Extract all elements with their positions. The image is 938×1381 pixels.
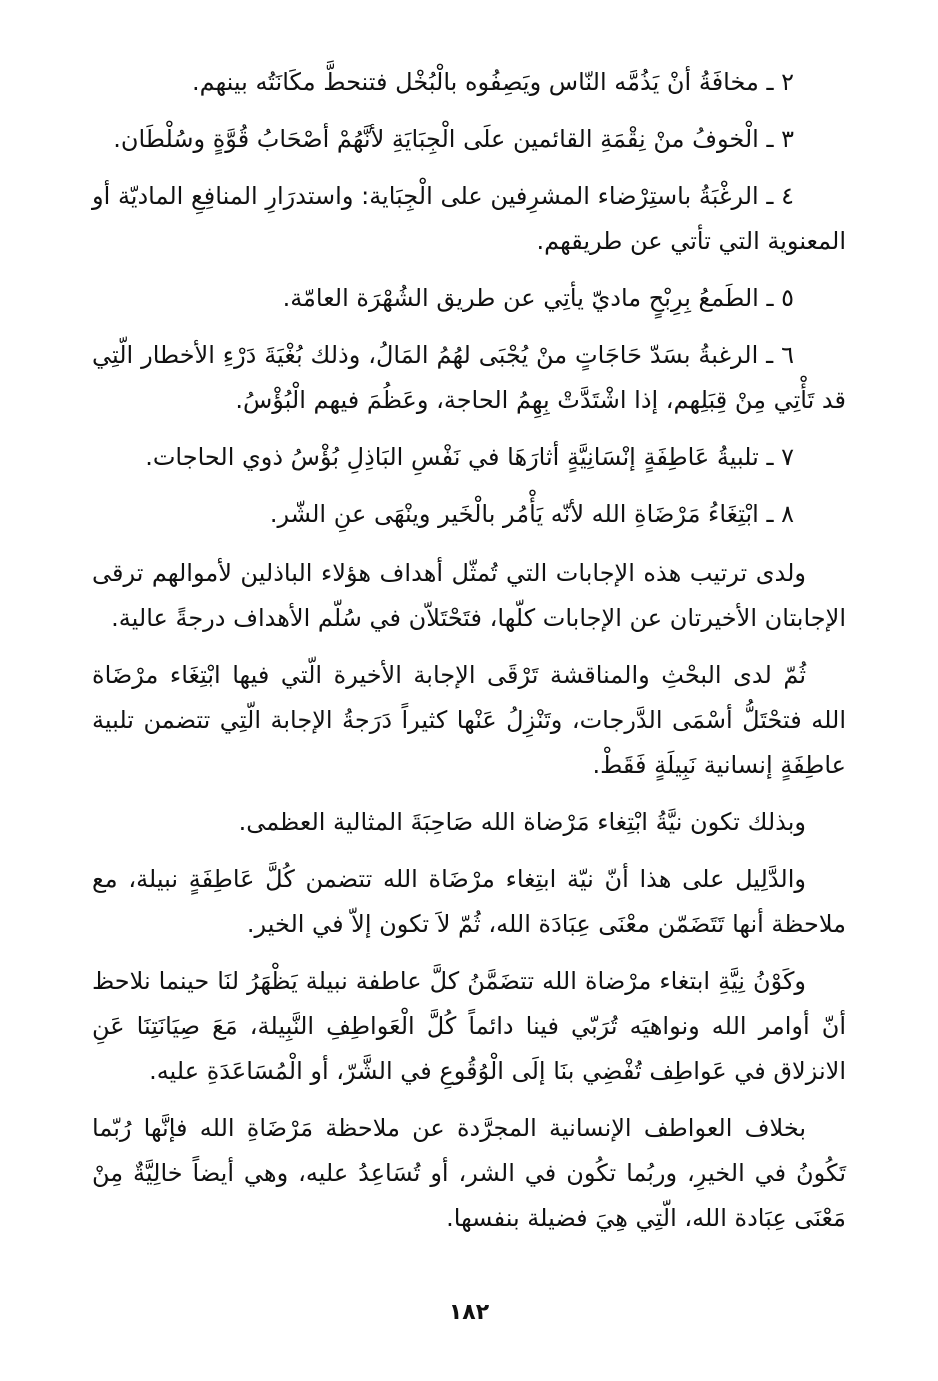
list-item: ٨ ـ ابْتِغَاءُ مَرْضَاةِ الله لأنّه يَأْمُر بالْخَير وينْهَى عنِ الشّر. — [269, 500, 794, 528]
list-item: ٤ ـ الرغْبَةُ باستِرْضاء المشرِفين على الْجِبَاية: واستدرَارِ المنافِعِ الماديّة أو المعنوية التي تأتي عن طريقهم. — [92, 182, 846, 255]
page-body — [92, 60, 846, 1241]
list-item: ٥ ـ الطَمعُ بِرِبْحٍ ماديّ يأتِي عن طريق الشُهْرَة العامّة. — [282, 284, 794, 312]
list-item: ٣ ـ الْخوفُ منْ نِقْمَةِ القائمين علَى الْجِبَايَةِ لأنَّهُمْ أصْحَابُ قُوَّةٍ وسُلْطَان. — [113, 125, 794, 153]
paragraph: ولدى ترتيب هذه الإجابات التي تُمثّل أهداف هؤلاء الباذلين لأموالهم ترقى الإجابتان الأخيرتان عن الإجابات كلّها، فتَحْتَلاّن في سُلّم الأهداف درجةً عالية. — [92, 559, 846, 632]
paragraph: والدَّلِيل على هذا أنّ نيّة ابتِغاء مرْضَاة الله تتضمن كُلَّ عَاطِفَةٍ نبيلة، مع ملاحظة أنها تَتَضَمّن معْنَى عِبَادَة الله، ثُمّ لاَ تكون إلاّ في الخير. — [92, 865, 846, 938]
paragraph: بخلاف العواطف الإنسانية المجرَّدة عن ملاحظة مَرْضَاةِ الله فإنَّها رُبّما تَكُونُ في الخيرِ، وربُما تكُون في الشر، أو تُسَاعِدُ عليه، وهي أيضاً خالِيَّةٌ مِنْ مَعْنَى عِبَادة الله، الّتِي هِيَ فضيلة بنفسها. — [92, 1114, 846, 1232]
list-item: ٦ ـ الرغبةُ بسَدّ حَاجَاتٍ منْ يُجْبَى لهُمُ المَالُ، وذلك بُغْيَةَ دَرْءِ الأخطار الّتِي قد تَأْتِي مِنْ قِبَلِهم، إذا اشْتَدَّتْ بِهِمُ الحاجة، وعَظُمَ فيهم الْبُؤْسُ. — [92, 341, 846, 414]
list-item: ٢ ـ مخافَةُ أنْ يَذُمَّه النّاس ويَصِفُوه بالْبُخْل فتنحطَّ مكَانَتُه بينهم. — [191, 68, 794, 96]
list-item: ٧ ـ تلبيةُ عَاطِفَةٍ إنْسَانِيَّةٍ أثارَهَا في نَفْسِ البَاذِلِ بُؤْسُ ذوي الحاجات. — [145, 443, 794, 471]
paragraph: ثُمّ لدى البحْثِ والمناقشة تَرْقَى الإجابة الأخيرة الّتي فيها ابْتِغَاء مرْضَاة الله فتحْتَلُّ أسْمَى الدَّرجات، وتَنْزِلُ عَنْها كثيراً دَرَجةُ الإجابة الّتِي تتضمن تلبية عاطِفَةٍ إنسانية نَبِيلَةٍ فَقَطْ. — [92, 661, 846, 779]
page-number: ١٨٢ — [448, 1300, 490, 1325]
paragraph: وكَوْنُ نِيَّةِ ابتغاء مرْضاة الله تتضَمَّنُ كلَّ عاطفة نبيلة يَظْهَرُ لنَا حينما نلاحظ أنّ أوامر الله ونواهيَه تُرَبّي فينا دائماً كُلَّ الْعَواطِفِ النَّبِيلة، مَعَ صِيَانَتِنَا عَنِ الانزلاق في عَواطِف تُفْضِي بنَا إلَى الْوُقُوعِ في الشَّرّ، أو الْمُسَاعَدَةِ عليه. — [92, 967, 846, 1085]
paragraph: وبذلك تكون نيَّةُ ابْتِغاء مَرْضاة الله صَاحِبَةَ المثالية العظمى. — [238, 808, 806, 836]
